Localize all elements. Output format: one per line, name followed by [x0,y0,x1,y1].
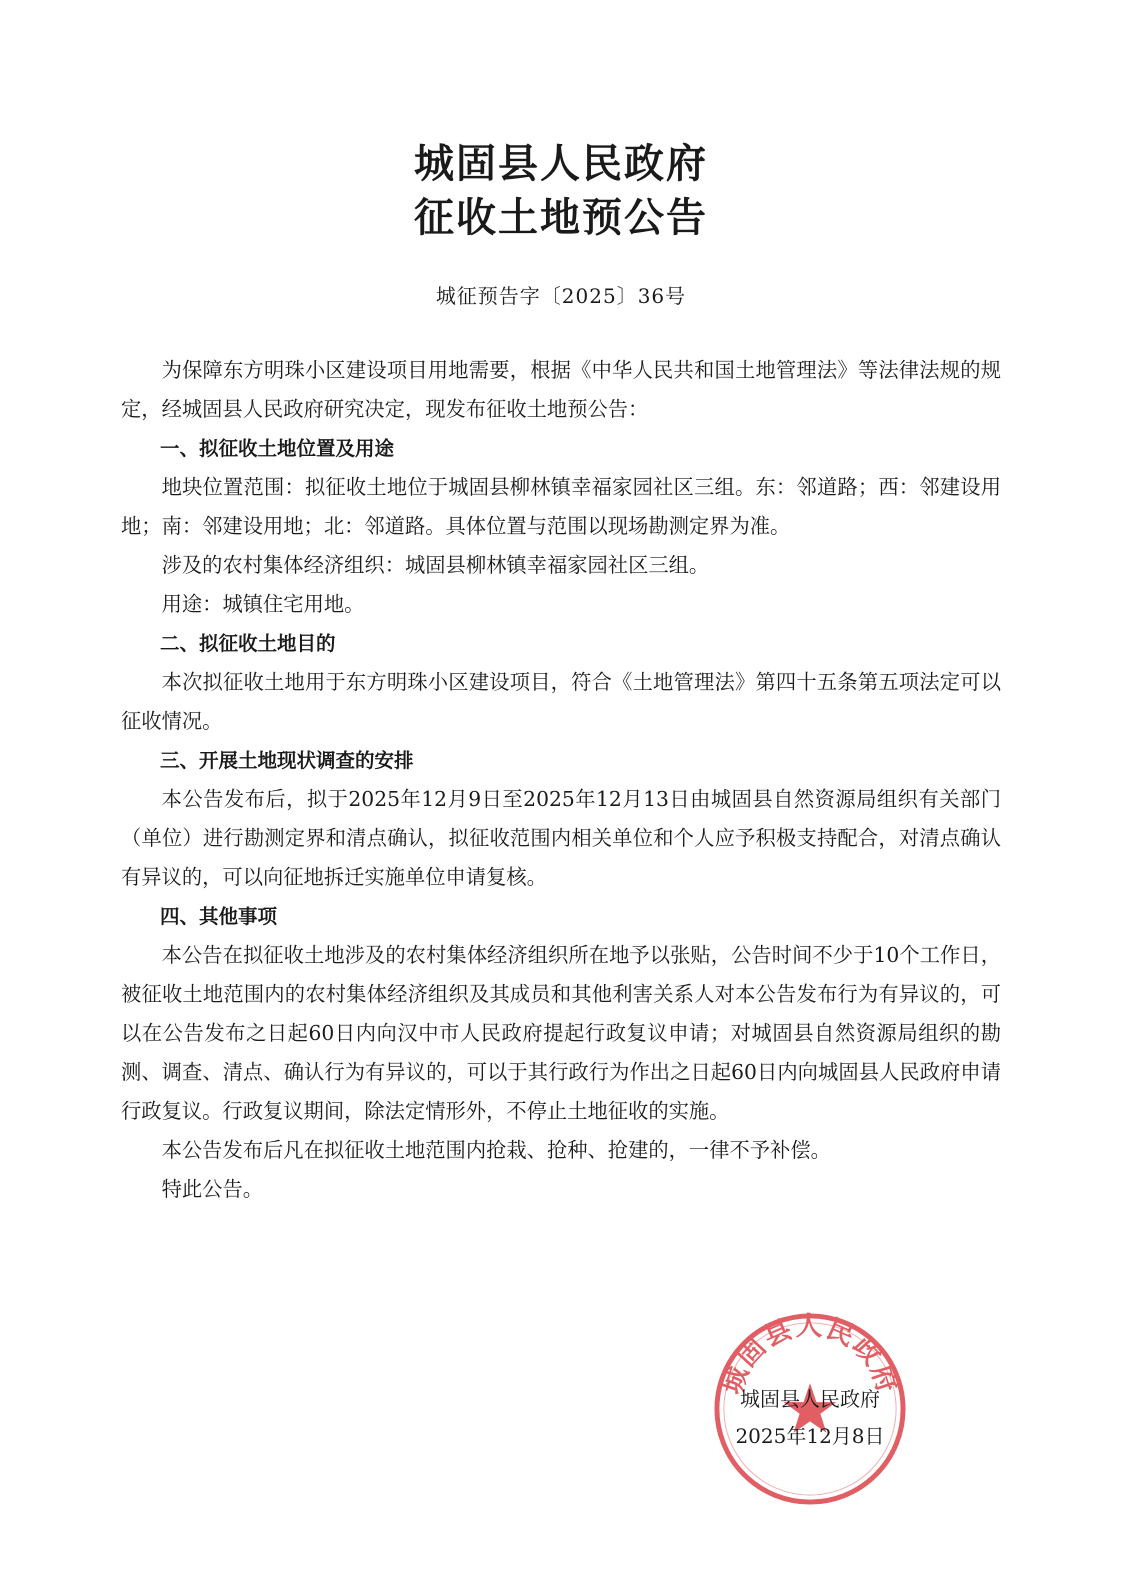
section4-paragraph-compensation: 本公告发布后凡在拟征收土地范围内抢栽、抢种、抢建的，一律不予补偿。 [161,1138,831,1162]
signature-block [700,1381,920,1455]
document-title-line1: 城固县人民政府 [414,140,708,187]
section1-paragraph-organization: 涉及的农村集体经济组织：城固县柳林镇幸福家园社区三组。 [161,553,710,577]
section1-paragraph-location: 地块位置范围：拟征收土地位于城固县柳林镇幸福家园社区三组。东：邻道路；西：邻建设用地；南：邻建设用地；北：邻道路。具体位置与范围以现场勘测定界为准。 [121,475,1001,538]
closing-statement: 特此公告。 [161,1177,264,1201]
intro-paragraph: 为保障东方明珠小区建设项目用地需要，根据《中华人民共和国土地管理法》等法律法规的规定，经城固县人民政府研究决定，现发布征收土地预公告： [121,358,1001,421]
section-heading-3: 三、开展土地现状调查的安排 [160,749,414,772]
section2-paragraph: 本次拟征收土地用于东方明珠小区建设项目，符合《土地管理法》第四十五条第五项法定可以征收情况。 [121,670,1001,733]
document-body [121,351,1001,1209]
section-heading-1: 一、拟征收土地位置及用途 [160,437,395,460]
section1-paragraph-usage: 用途：城镇住宅用地。 [161,592,365,616]
section4-paragraph-objection: 本公告在拟征收土地涉及的农村集体经济组织所在地予以张贴，公告时间不少于10个工作日，被征收土地范围内的农村集体经济组织及其成员和其他利害关系人对本公告发布行为有异议的，可以在公告发布之日起60日内向汉中市人民政府提起行政复议申请；对城固县自然资源局组织的勘测、调查、清点、确认行为有异议的，可以于其行政行为作出之日起60日内向城固县人民政府申请行政复议。行政复议期间，除法定情形外，不停止土地征收的实施。 [121,943,1001,1123]
document-number: 城征预告字〔2025〕36号 [435,284,687,308]
issue-date: 2025年12月8日 [735,1424,885,1448]
document-title-line2: 征收土地预公告 [414,194,708,241]
seal-text: 城固县人民政府 [716,1311,904,1399]
section-heading-4: 四、其他事项 [160,905,278,928]
section-heading-2: 二、拟征收土地目的 [160,632,336,655]
issuer-name: 城固县人民政府 [740,1387,880,1411]
section3-paragraph: 本公告发布后，拟于2025年12月9日至2025年12月13日由城固县自然资源局组织有关部门（单位）进行勘测定界和清点确认，拟征收范围内相关单位和个人应予积极支持配合，对清点确认有异议的，可以向征地拆迁实施单位申请复核。 [121,787,1001,889]
